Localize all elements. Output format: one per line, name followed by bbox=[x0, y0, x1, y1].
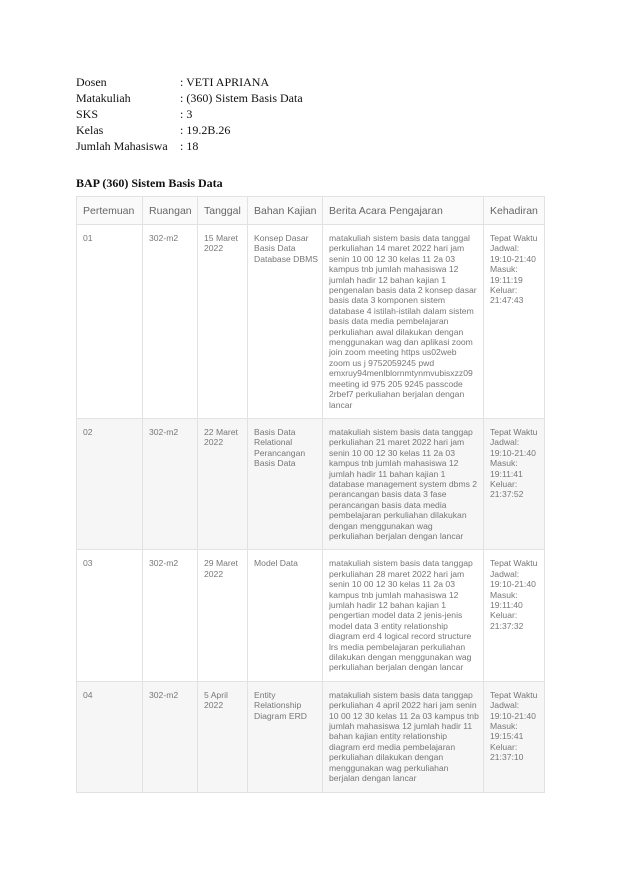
cell-pertemuan: 02 bbox=[77, 418, 143, 549]
info-row-kelas bbox=[76, 122, 303, 138]
info-label: SKS bbox=[76, 107, 99, 121]
cell-pertemuan: 03 bbox=[77, 550, 143, 681]
info-row-sks bbox=[76, 106, 303, 122]
header-ruangan: Ruangan bbox=[143, 197, 198, 225]
course-info bbox=[76, 74, 303, 154]
header-bahan-kajian: Bahan Kajian bbox=[248, 197, 323, 225]
table-row bbox=[77, 418, 545, 549]
cell-berita-acara: matakuliah sistem basis data tanggal perkuliahan 14 maret 2022 hari jam senin 10 00 12 30 kelas 11 2a 03 kampus tnb jumlah mahasiswa 12 jumlah hadir 12 bahan kajian 1 pengenalan basis data 2 konsep dasar basis data 3 komponen sistem database 4 istilah-istilah dalam sistem basis data media pembelajaran perkuliahan awal dilakukan dengan menggunakan wag dan aplikasi zoom join zoom meeting https us02web zoom us j 9752059245 pwd emxruy94menlblornmtynmvubisxzz09 meeting id 975 205 9245 passcode 2rbef7 perkuliahan berjalan dengan lancar bbox=[323, 225, 484, 419]
info-value: : VETI APRIANA bbox=[180, 75, 270, 89]
cell-tanggal: 29 Maret 2022 bbox=[198, 550, 248, 681]
header-pertemuan: Pertemuan bbox=[77, 197, 143, 225]
cell-berita-acara: matakuliah sistem basis data tanggap perkuliahan 4 april 2022 hari jam senin 10 00 12 30 kelas 11 2a 03 kampus tnb jumlah mahasiswa 12 jumlah hadir 11 bahan kajian entity relationship diagram erd media pembelajaran perkuliahan dilakukan dengan menggunakan wag perkuliahan berjalan dengan lancar bbox=[323, 681, 484, 792]
cell-tanggal: 5 April 2022 bbox=[198, 681, 248, 792]
cell-pertemuan: 01 bbox=[77, 225, 143, 419]
table-row bbox=[77, 550, 545, 681]
cell-ruangan: 302-m2 bbox=[143, 550, 198, 681]
bap-title: BAP (360) Sistem Basis Data bbox=[76, 176, 223, 190]
cell-kehadiran: Tepat Waktu Jadwal: 19:10-21:40 Masuk: 19:11:19 Keluar: 21:47:43 bbox=[484, 225, 545, 419]
info-value: : (360) Sistem Basis Data bbox=[180, 91, 303, 105]
cell-bahan-kajian: Entity Relationship Diagram ERD bbox=[248, 681, 323, 792]
info-row-jumlah-mahasiswa bbox=[76, 138, 303, 154]
cell-bahan-kajian: Konsep Dasar Basis Data Database DBMS bbox=[248, 225, 323, 419]
header-tanggal: Tanggal bbox=[198, 197, 248, 225]
info-row-dosen bbox=[76, 74, 303, 90]
cell-kehadiran: Tepat Waktu Jadwal: 19:10-21:40 Masuk: 19:11:40 Keluar: 21:37:32 bbox=[484, 550, 545, 681]
cell-berita-acara: matakuliah sistem basis data tanggap perkuliahan 21 maret 2022 hari jam senin 10 00 12 30 kelas 11 2a 03 kampus tnb jumlah mahasiswa 12 jumlah hadir 11 bahan kajian 1 database management system dbms 2 perancangan basis data 3 fase perancangan basis data media pembelajaran perkuliahan dilakukan dengan menggunakan wag perkuliahan berjalan dengan lancar bbox=[323, 418, 484, 549]
cell-bahan-kajian: Model Data bbox=[248, 550, 323, 681]
header-berita-acara: Berita Acara Pengajaran bbox=[323, 197, 484, 225]
cell-ruangan: 302-m2 bbox=[143, 225, 198, 419]
cell-tanggal: 22 Maret 2022 bbox=[198, 418, 248, 549]
header-kehadiran: Kehadiran bbox=[484, 197, 545, 225]
info-value: : 3 bbox=[180, 107, 193, 121]
bap-table bbox=[76, 196, 545, 793]
cell-bahan-kajian: Basis Data Relational Perancangan Basis Data bbox=[248, 418, 323, 549]
table-row bbox=[77, 681, 545, 792]
info-label: Matakuliah bbox=[76, 91, 131, 105]
cell-kehadiran: Tepat Waktu Jadwal: 19:10-21:40 Masuk: 19:11:41 Keluar: 21:37:52 bbox=[484, 418, 545, 549]
cell-tanggal: 15 Maret 2022 bbox=[198, 225, 248, 419]
cell-pertemuan: 04 bbox=[77, 681, 143, 792]
info-value: : 19.2B.26 bbox=[180, 123, 231, 137]
info-label: Jumlah Mahasiswa bbox=[76, 139, 168, 153]
info-value: : 18 bbox=[180, 139, 199, 153]
info-label: Kelas bbox=[76, 123, 104, 137]
cell-ruangan: 302-m2 bbox=[143, 681, 198, 792]
cell-ruangan: 302-m2 bbox=[143, 418, 198, 549]
table-header-row bbox=[77, 197, 545, 225]
cell-kehadiran: Tepat Waktu Jadwal: 19:10-21:40 Masuk: 19:15:41 Keluar: 21:37:10 bbox=[484, 681, 545, 792]
info-row-matakuliah bbox=[76, 90, 303, 106]
table-row bbox=[77, 225, 545, 419]
info-label: Dosen bbox=[76, 75, 107, 89]
cell-berita-acara: matakuliah sistem basis data tanggap perkuliahan 28 maret 2022 hari jam senin 10 00 12 30 kelas 11 2a 03 kampus tnb jumlah mahasiswa 12 jumlah hadir 12 bahan kajian 1 pengertian model data 2 jenis-jenis model data 3 entity relationship diagram erd 4 logical record structure lrs media pembelajaran perkuliahan dilakukan dengan menggunakan wag perkuliahan berjalan dengan lancar bbox=[323, 550, 484, 681]
